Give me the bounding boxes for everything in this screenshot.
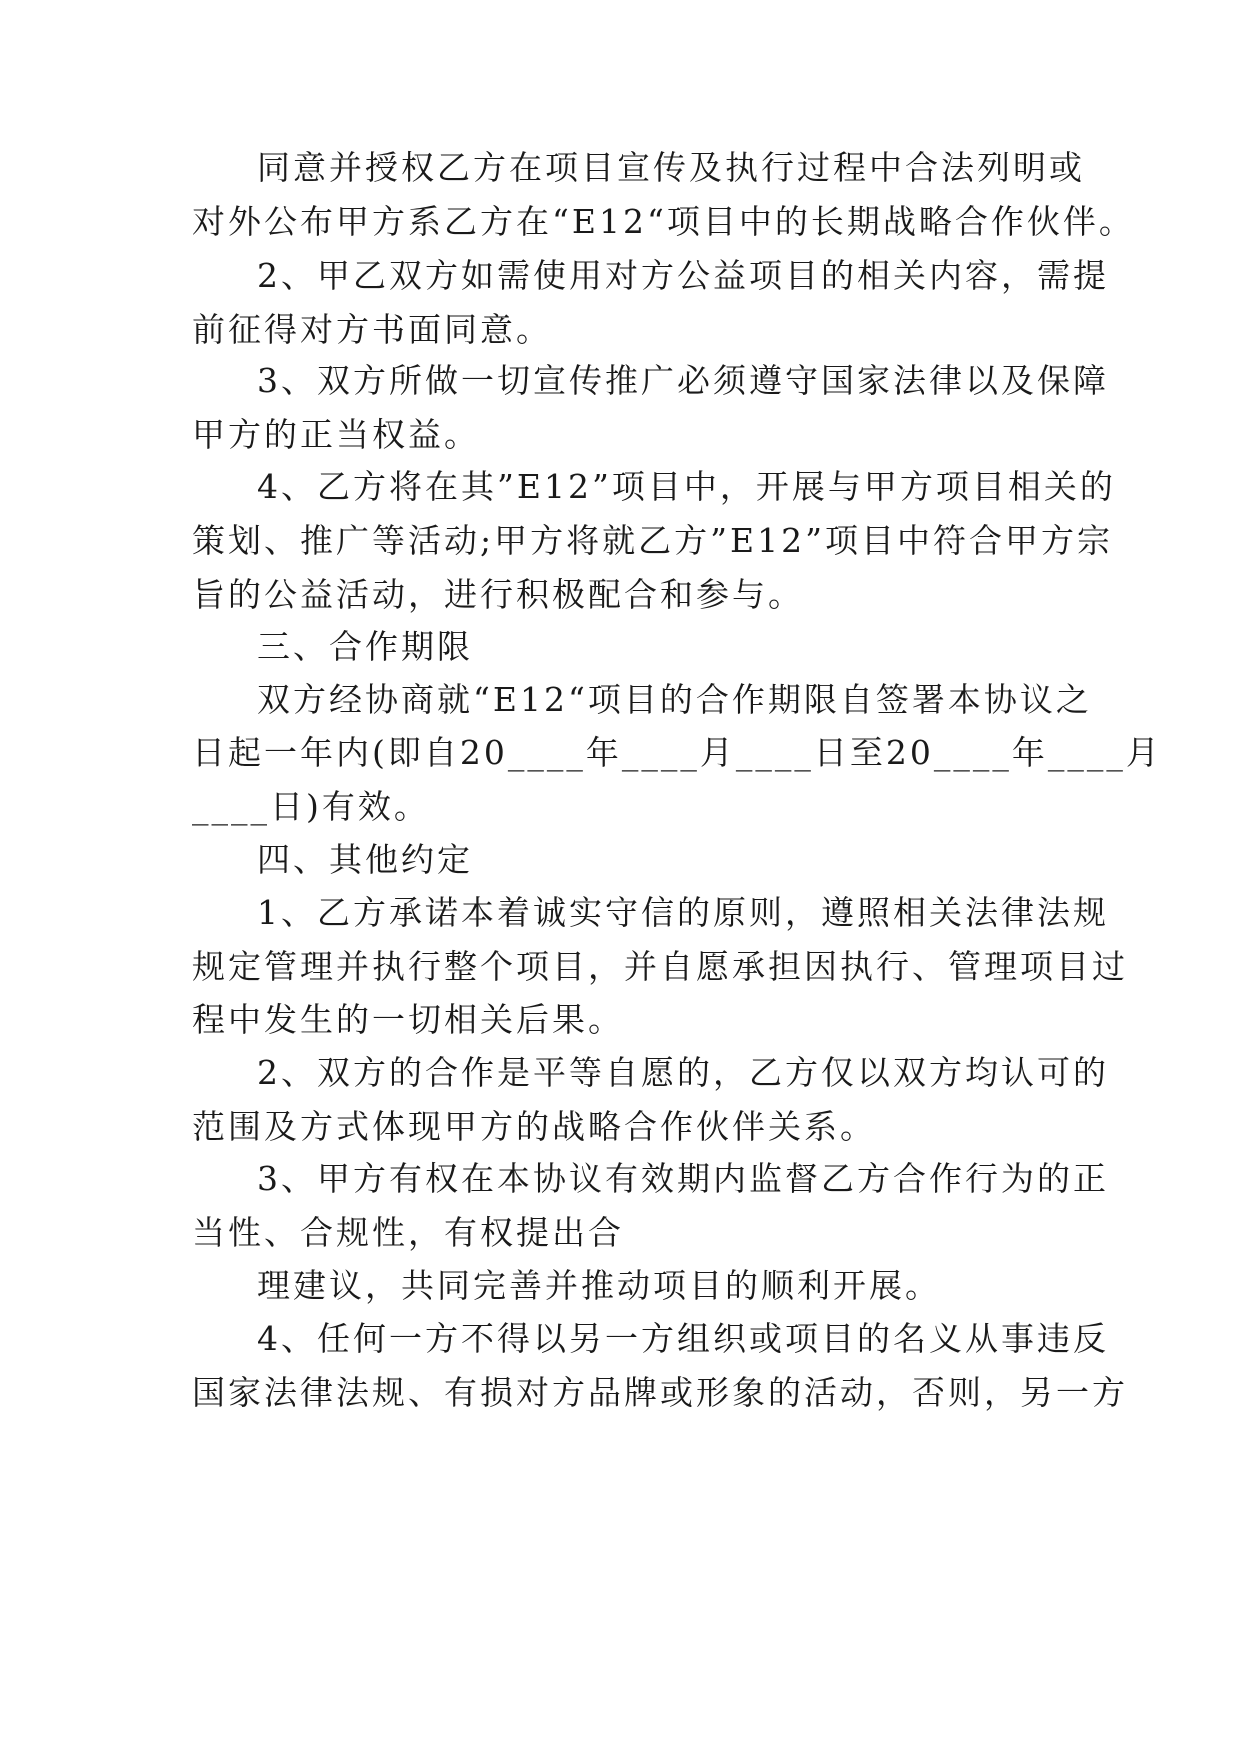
paragraph-line: 国家法律法规、有损对方品牌或形象的活动，否则，另一方 bbox=[192, 1373, 1128, 1412]
paragraph-line: 同意并授权乙方在项目宣传及执行过程中合法列明或 bbox=[257, 148, 1085, 187]
paragraph-line: 2、甲乙双方如需使用对方公益项目的相关内容，需提 bbox=[257, 256, 1109, 295]
paragraph-line: 1、乙方承诺本着诚实守信的原则，遵照相关法律法规 bbox=[257, 893, 1109, 932]
paragraph-line: 规定管理并执行整个项目，并自愿承担因执行、管理项目过 bbox=[192, 947, 1128, 986]
paragraph-line: 理建议，共同完善并推动项目的顺利开展。 bbox=[257, 1266, 941, 1305]
paragraph-line: 范围及方式体现甲方的战略合作伙伴关系。 bbox=[192, 1107, 876, 1146]
paragraph-line: 对外公布甲方系乙方在“E12“项目中的长期战略合作伙伴。 bbox=[192, 202, 1135, 241]
paragraph-line: 前征得对方书面同意。 bbox=[192, 310, 552, 349]
paragraph-line: 策划、推广等活动;甲方将就乙方”E12”项目中符合甲方宗 bbox=[192, 521, 1113, 560]
paragraph-line: 双方经协商就“E12“项目的合作期限自签署本协议之 bbox=[257, 680, 1092, 719]
paragraph-line: 3、甲方有权在本协议有效期内监督乙方合作行为的正 bbox=[257, 1159, 1109, 1198]
paragraph-line: 旨的公益活动，进行积极配合和参与。 bbox=[192, 575, 804, 614]
paragraph-line: 甲方的正当权益。 bbox=[192, 415, 480, 454]
paragraph-line: 4、任何一方不得以另一方组织或项目的名义从事违反 bbox=[257, 1319, 1109, 1358]
paragraph-line: 4、乙方将在其”E12”项目中，开展与甲方项目相关的 bbox=[257, 467, 1116, 506]
paragraph-line: ____日)有效。 bbox=[192, 787, 430, 826]
paragraph-line: 3、双方所做一切宣传推广必须遵守国家法律以及保障 bbox=[257, 361, 1109, 400]
section-heading: 四、其他约定 bbox=[257, 840, 473, 879]
paragraph-line: 当性、合规性，有权提出合 bbox=[192, 1213, 624, 1252]
paragraph-line: 程中发生的一切相关后果。 bbox=[192, 1000, 624, 1039]
paragraph-line: 日起一年内(即自20____年____月____日至20____年____月 bbox=[192, 733, 1162, 772]
section-heading: 三、合作期限 bbox=[257, 627, 473, 666]
paragraph-line: 2、双方的合作是平等自愿的，乙方仅以双方均认可的 bbox=[257, 1053, 1109, 1092]
